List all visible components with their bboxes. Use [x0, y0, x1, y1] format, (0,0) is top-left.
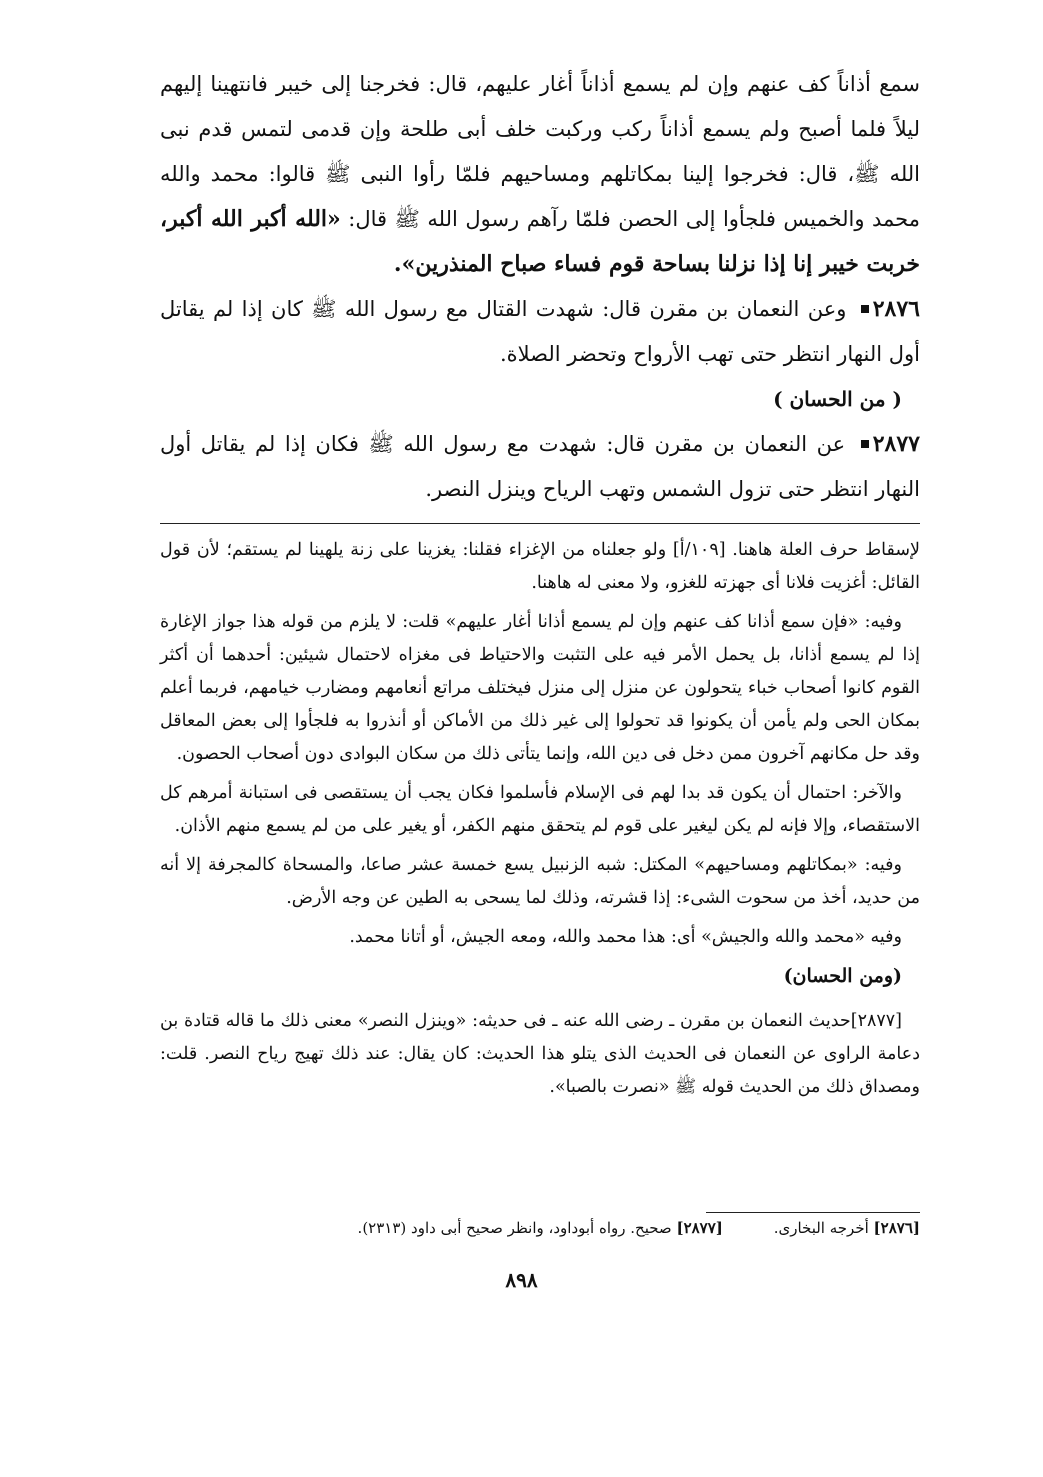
- square-bullet-icon: [861, 440, 869, 448]
- page-number: ٨٩٨: [505, 1268, 538, 1292]
- paragraph-text: سمع أذاناً كف عنهم وإن لم يسمع أذاناً أغار عليهم، قال: فخرجنا إلى خيبر فانتهينا إليهم ليلاً فلما أصبح ولم يسمع أذاناً ركب وركبت خلف أبى طلحة وإن قدمى لتمس قدم نبى الله ﷺ، قال: فخرجوا إلينا بمكاتلهم ومساحيهم فلمّا رأوا النبى ﷺ قالوا: محمد والله محمد والخميس فلجأوا إلى الحصن فلمّا رآهم رسول الله ﷺ قال:: [160, 72, 921, 231]
- notes-section-heading: (ومن الحسان): [783, 965, 902, 987]
- note-paragraph: والآخر: احتمال أن يكون قد بدا لهم فى الإسلام فأسلموا فكان يجب أن يستقصى فى استبانة أمرهم كل الاستقصاء، وإلا فإنه لم يكن ليغير على قوم لم يتحقق منهم الكفر، أو يغير على من لم يسمع منهم الأذان.: [160, 783, 920, 836]
- hadith-number-text: ٢٨٧٧: [872, 431, 920, 457]
- footnote-text: صحيح. رواه أبوداود، وانظر صحيح أبى داود (٢٣١٣).: [357, 1219, 672, 1237]
- section-divider: [160, 523, 920, 524]
- main-text: [160, 62, 920, 512]
- hadith-text: وعن النعمان بن مقرن قال: شهدت القتال مع رسول الله ﷺ كان إذا لم يقاتل أول النهار انتظر حتى تهب الأرواح وتحضر الصلاة.: [160, 297, 920, 366]
- footnote-2876: [774, 1216, 920, 1240]
- footnote-number: [٢٨٧٧]: [676, 1219, 723, 1237]
- footnote-divider: [706, 1212, 920, 1213]
- footnotes: [160, 1216, 920, 1240]
- footnote-text: أخرجه البخارى.: [773, 1219, 869, 1237]
- footnote-number: [٢٨٧٦]: [873, 1219, 920, 1237]
- note-paragraph: وفيه: «فإن سمع أذانا كف عنهم وإن لم يسمع أذانا أغار عليهم» قلت: لا يلزم من قوله هذا جواز الإغارة إذا لم يسمع أذانا، بل يحمل الأمر فيه على التثبت والاحتياط فى مغزاه لاحتمال شيئين: أحدهما أن أكثر القوم كانوا أصحاب خباء يتحولون عن منزل إلى منزل فيختلف مراتع أنعامهم ومضارب خيامهم، فربما أعلم بمكان الحى ولم يأمن أن يكونوا قد تحولوا إلى غير ذلك من الأماكن أو أنذروا به فلجأوا إلى بعض المعاقل وقد حل مكانهم آخرون ممن دخل فى دين الله، وإنما يتأتى ذلك من سكان البوادى دون أصحاب الحصون.: [160, 612, 920, 764]
- hadith-text: عن النعمان بن مقرن قال: شهدت مع رسول الله ﷺ فكان إذا لم يقاتل أول النهار انتظر حتى تزول الشمس وتهب الرياح وينزل النصر.: [160, 432, 920, 501]
- note-paragraph: لإسقاط حرف العلة هاهنا. [١٠٩/أ] ولو جعلناه من الإغزاء فقلنا: يغزينا على زنة يلهينا لم يستقم؛ لأن قول القائل: أغزيت فلانا أى جهزته للغزو، ولا معنى له هاهنا.: [160, 540, 921, 593]
- commentary-notes: [160, 534, 920, 1110]
- hadith-2877: [160, 422, 920, 512]
- note-paragraph: وفيه «محمد والله والجيش» أى: هذا محمد والله، ومعه الجيش، أو أتانا محمد.: [349, 927, 902, 947]
- note-paragraph: [٢٨٧٧]حديث النعمان بن مقرن ـ رضى الله عنه ـ فى حديثه: «وينزل النصر» معنى ذلك ما قاله قتادة بن دعامة الراوى عن النعمان فى الحديث الذى يتلو هذا الحديث: كان يقال: عند ذلك تهيج رياح النصر. قلت: ومصداق ذلك من الحديث قوله ﷺ «نصرت بالصبا».: [160, 1011, 920, 1097]
- section-heading: ( من الحسان ): [773, 387, 902, 411]
- paragraph-bold-quote: «الله أكبر الله أكبر، خربت خيبر إنا إذا نزلنا بساحة قوم فساء صباح المنذرين».: [160, 206, 920, 277]
- main-paragraph: [160, 62, 920, 287]
- footnote-2877: [358, 1216, 723, 1240]
- square-bullet-icon: [861, 305, 869, 313]
- hadith-number: [855, 296, 920, 322]
- hadith-number-text: ٢٨٧٦: [872, 296, 920, 322]
- hadith-2876: [160, 287, 920, 377]
- note-paragraph: وفيه: «بمكاتلهم ومساحيهم» المكتل: شبه الزنبيل يسع خمسة عشر صاعا، والمسحاة كالمجرفة إلا أنه من حديد، أخذ من سحوت الشىء: إذا قشرته، وذلك لما يسحى به الطين عن وجه الأرض.: [160, 855, 920, 908]
- hadith-number: [855, 431, 920, 457]
